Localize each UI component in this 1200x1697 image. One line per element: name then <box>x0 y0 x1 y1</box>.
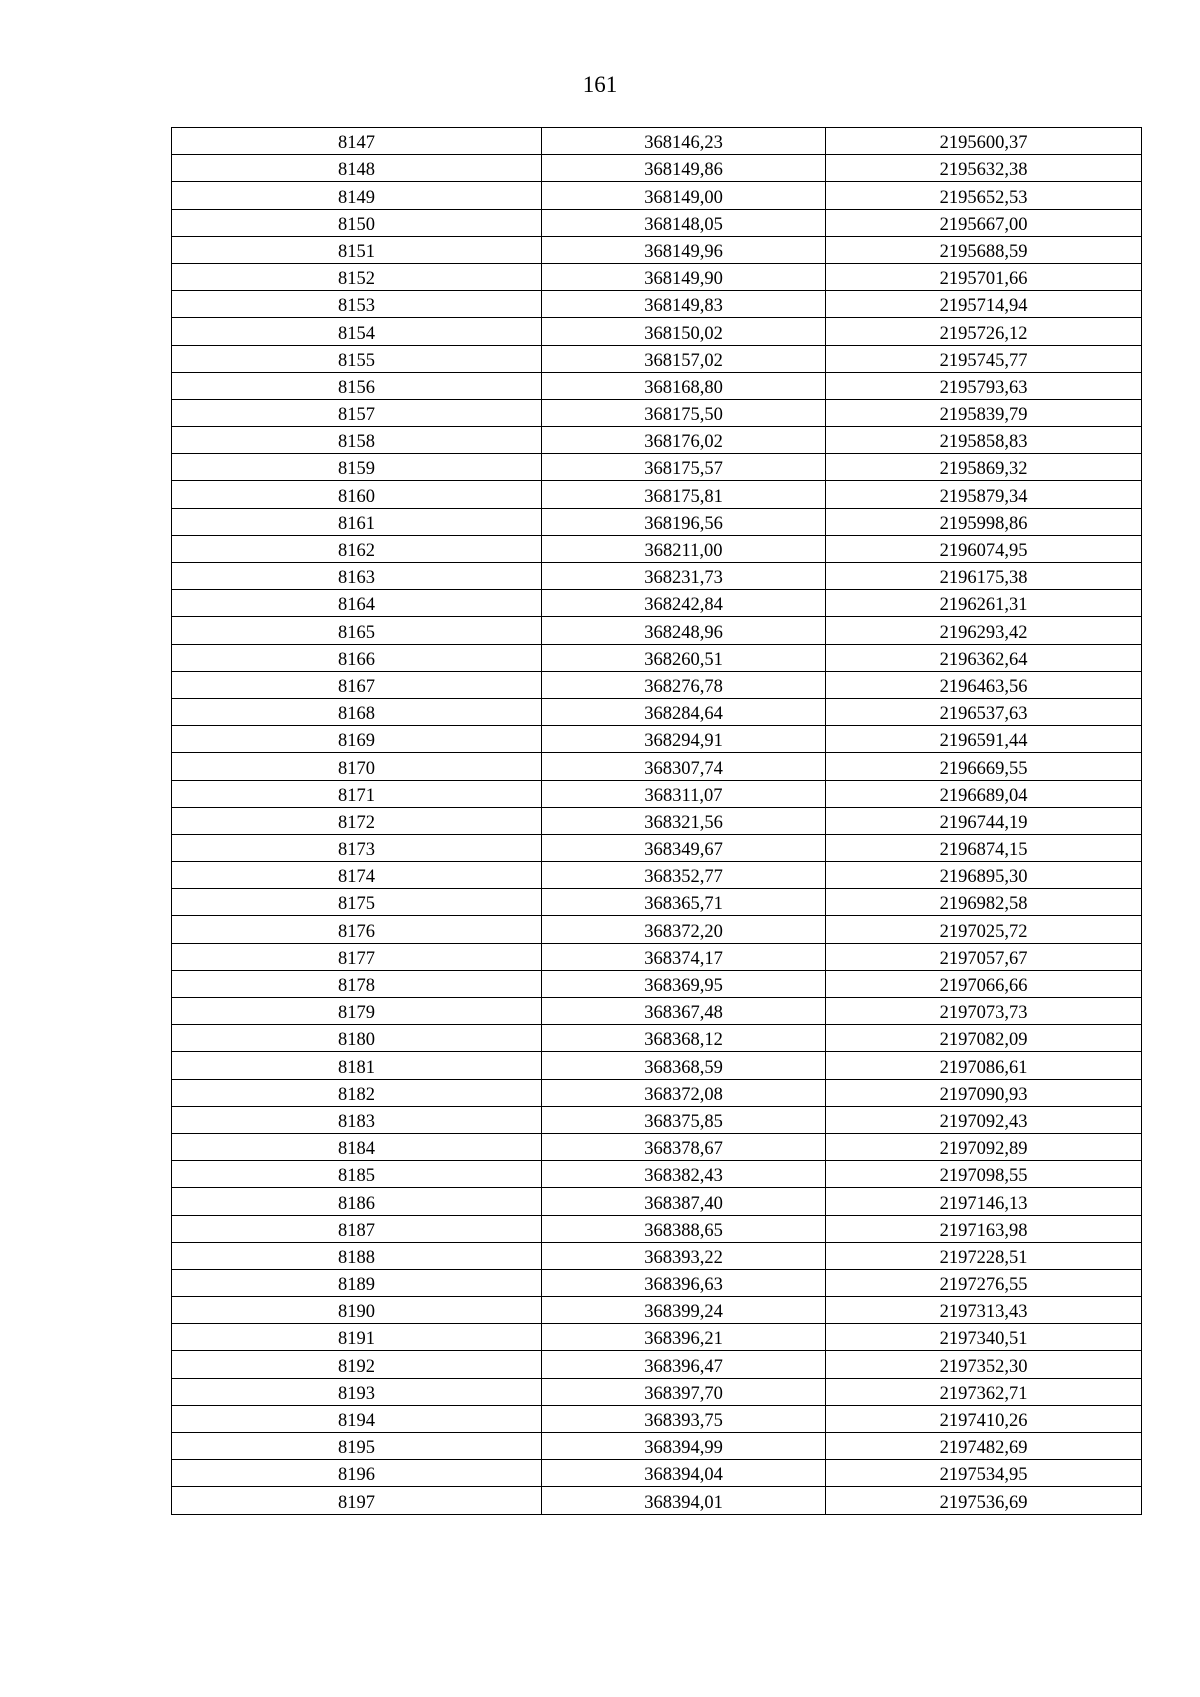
table-row <box>172 916 1142 943</box>
table-row <box>172 726 1142 753</box>
y-coordinate-cell: 2195652,53 <box>826 182 1142 209</box>
point-number-cell: 8184 <box>172 1133 542 1160</box>
x-coordinate-cell: 368175,57 <box>542 454 826 481</box>
y-coordinate-cell: 2197410,26 <box>826 1405 1142 1432</box>
point-number-cell: 8151 <box>172 236 542 263</box>
table-row <box>172 1025 1142 1052</box>
table-row <box>172 780 1142 807</box>
point-number-cell: 8178 <box>172 970 542 997</box>
table-row <box>172 617 1142 644</box>
point-number-cell: 8148 <box>172 155 542 182</box>
x-coordinate-cell: 368146,23 <box>542 128 826 155</box>
point-number-cell: 8152 <box>172 263 542 290</box>
x-coordinate-cell: 368369,95 <box>542 970 826 997</box>
point-number-cell: 8161 <box>172 508 542 535</box>
x-coordinate-cell: 368148,05 <box>542 209 826 236</box>
coordinates-table <box>171 127 1142 1515</box>
x-coordinate-cell: 368365,71 <box>542 889 826 916</box>
x-coordinate-cell: 368149,00 <box>542 182 826 209</box>
y-coordinate-cell: 2195600,37 <box>826 128 1142 155</box>
table-row <box>172 834 1142 861</box>
point-number-cell: 8182 <box>172 1079 542 1106</box>
y-coordinate-cell: 2197163,98 <box>826 1215 1142 1242</box>
y-coordinate-cell: 2197057,67 <box>826 943 1142 970</box>
point-number-cell: 8153 <box>172 291 542 318</box>
x-coordinate-cell: 368311,07 <box>542 780 826 807</box>
x-coordinate-cell: 368372,20 <box>542 916 826 943</box>
x-coordinate-cell: 368248,96 <box>542 617 826 644</box>
y-coordinate-cell: 2195839,79 <box>826 399 1142 426</box>
x-coordinate-cell: 368284,64 <box>542 698 826 725</box>
table-row <box>172 998 1142 1025</box>
y-coordinate-cell: 2195858,83 <box>826 427 1142 454</box>
point-number-cell: 8188 <box>172 1242 542 1269</box>
y-coordinate-cell: 2197066,66 <box>826 970 1142 997</box>
point-number-cell: 8172 <box>172 807 542 834</box>
point-number-cell: 8195 <box>172 1433 542 1460</box>
point-number-cell: 8193 <box>172 1378 542 1405</box>
x-coordinate-cell: 368382,43 <box>542 1161 826 1188</box>
table-row <box>172 155 1142 182</box>
table-row <box>172 263 1142 290</box>
table-row <box>172 1378 1142 1405</box>
y-coordinate-cell: 2197534,95 <box>826 1460 1142 1487</box>
table-row <box>172 1460 1142 1487</box>
y-coordinate-cell: 2197228,51 <box>826 1242 1142 1269</box>
x-coordinate-cell: 368396,63 <box>542 1269 826 1296</box>
y-coordinate-cell: 2196537,63 <box>826 698 1142 725</box>
y-coordinate-cell: 2195688,59 <box>826 236 1142 263</box>
point-number-cell: 8191 <box>172 1324 542 1351</box>
table-row <box>172 1106 1142 1133</box>
y-coordinate-cell: 2197352,30 <box>826 1351 1142 1378</box>
point-number-cell: 8170 <box>172 753 542 780</box>
point-number-cell: 8192 <box>172 1351 542 1378</box>
table-row <box>172 644 1142 671</box>
point-number-cell: 8196 <box>172 1460 542 1487</box>
x-coordinate-cell: 368294,91 <box>542 726 826 753</box>
table-row <box>172 671 1142 698</box>
table-row <box>172 1242 1142 1269</box>
point-number-cell: 8156 <box>172 372 542 399</box>
y-coordinate-cell: 2197340,51 <box>826 1324 1142 1351</box>
point-number-cell: 8175 <box>172 889 542 916</box>
table-row <box>172 182 1142 209</box>
table-row <box>172 1161 1142 1188</box>
table-row <box>172 1351 1142 1378</box>
x-coordinate-cell: 368396,21 <box>542 1324 826 1351</box>
table-row <box>172 318 1142 345</box>
x-coordinate-cell: 368157,02 <box>542 345 826 372</box>
y-coordinate-cell: 2196591,44 <box>826 726 1142 753</box>
table-row <box>172 1052 1142 1079</box>
x-coordinate-cell: 368368,12 <box>542 1025 826 1052</box>
point-number-cell: 8187 <box>172 1215 542 1242</box>
point-number-cell: 8159 <box>172 454 542 481</box>
point-number-cell: 8164 <box>172 590 542 617</box>
table-row <box>172 1324 1142 1351</box>
point-number-cell: 8173 <box>172 834 542 861</box>
x-coordinate-cell: 368393,22 <box>542 1242 826 1269</box>
point-number-cell: 8160 <box>172 481 542 508</box>
point-number-cell: 8176 <box>172 916 542 943</box>
table-row <box>172 1188 1142 1215</box>
x-coordinate-cell: 368176,02 <box>542 427 826 454</box>
x-coordinate-cell: 368149,83 <box>542 291 826 318</box>
point-number-cell: 8190 <box>172 1297 542 1324</box>
x-coordinate-cell: 368231,73 <box>542 563 826 590</box>
table-row <box>172 128 1142 155</box>
table-row <box>172 1215 1142 1242</box>
x-coordinate-cell: 368388,65 <box>542 1215 826 1242</box>
table-row <box>172 508 1142 535</box>
y-coordinate-cell: 2196895,30 <box>826 862 1142 889</box>
page-number: 161 <box>582 72 618 97</box>
y-coordinate-cell: 2197313,43 <box>826 1297 1142 1324</box>
point-number-cell: 8185 <box>172 1161 542 1188</box>
x-coordinate-cell: 368399,24 <box>542 1297 826 1324</box>
y-coordinate-cell: 2197482,69 <box>826 1433 1142 1460</box>
x-coordinate-cell: 368394,99 <box>542 1433 826 1460</box>
x-coordinate-cell: 368372,08 <box>542 1079 826 1106</box>
point-number-cell: 8181 <box>172 1052 542 1079</box>
point-number-cell: 8150 <box>172 209 542 236</box>
table-row <box>172 970 1142 997</box>
point-number-cell: 8167 <box>172 671 542 698</box>
point-number-cell: 8147 <box>172 128 542 155</box>
y-coordinate-cell: 2197090,93 <box>826 1079 1142 1106</box>
table-row <box>172 1133 1142 1160</box>
x-coordinate-cell: 368260,51 <box>542 644 826 671</box>
x-coordinate-cell: 368276,78 <box>542 671 826 698</box>
point-number-cell: 8177 <box>172 943 542 970</box>
point-number-cell: 8174 <box>172 862 542 889</box>
point-number-cell: 8157 <box>172 399 542 426</box>
x-coordinate-cell: 368307,74 <box>542 753 826 780</box>
x-coordinate-cell: 368393,75 <box>542 1405 826 1432</box>
y-coordinate-cell: 2195667,00 <box>826 209 1142 236</box>
y-coordinate-cell: 2195869,32 <box>826 454 1142 481</box>
y-coordinate-cell: 2196982,58 <box>826 889 1142 916</box>
table-row <box>172 372 1142 399</box>
point-number-cell: 8168 <box>172 698 542 725</box>
table-row <box>172 1433 1142 1460</box>
point-number-cell: 8163 <box>172 563 542 590</box>
table-row <box>172 698 1142 725</box>
y-coordinate-cell: 2197073,73 <box>826 998 1142 1025</box>
x-coordinate-cell: 368150,02 <box>542 318 826 345</box>
x-coordinate-cell: 368396,47 <box>542 1351 826 1378</box>
y-coordinate-cell: 2197098,55 <box>826 1161 1142 1188</box>
x-coordinate-cell: 368394,01 <box>542 1487 826 1514</box>
y-coordinate-cell: 2196261,31 <box>826 590 1142 617</box>
x-coordinate-cell: 368175,81 <box>542 481 826 508</box>
y-coordinate-cell: 2197086,61 <box>826 1052 1142 1079</box>
table-row <box>172 236 1142 263</box>
x-coordinate-cell: 368175,50 <box>542 399 826 426</box>
point-number-cell: 8183 <box>172 1106 542 1133</box>
y-coordinate-cell: 2195714,94 <box>826 291 1142 318</box>
table-row <box>172 535 1142 562</box>
y-coordinate-cell: 2195879,34 <box>826 481 1142 508</box>
x-coordinate-cell: 368149,86 <box>542 155 826 182</box>
y-coordinate-cell: 2195701,66 <box>826 263 1142 290</box>
x-coordinate-cell: 368211,00 <box>542 535 826 562</box>
y-coordinate-cell: 2197536,69 <box>826 1487 1142 1514</box>
y-coordinate-cell: 2196669,55 <box>826 753 1142 780</box>
y-coordinate-cell: 2195726,12 <box>826 318 1142 345</box>
y-coordinate-cell: 2197146,13 <box>826 1188 1142 1215</box>
table-row <box>172 563 1142 590</box>
point-number-cell: 8171 <box>172 780 542 807</box>
x-coordinate-cell: 368349,67 <box>542 834 826 861</box>
y-coordinate-cell: 2197276,55 <box>826 1269 1142 1296</box>
point-number-cell: 8189 <box>172 1269 542 1296</box>
table-row <box>172 427 1142 454</box>
table-row <box>172 889 1142 916</box>
y-coordinate-cell: 2196463,56 <box>826 671 1142 698</box>
x-coordinate-cell: 368394,04 <box>542 1460 826 1487</box>
x-coordinate-cell: 368387,40 <box>542 1188 826 1215</box>
table-row <box>172 1269 1142 1296</box>
table-row <box>172 454 1142 481</box>
point-number-cell: 8179 <box>172 998 542 1025</box>
table-row <box>172 345 1142 372</box>
y-coordinate-cell: 2195998,86 <box>826 508 1142 535</box>
point-number-cell: 8186 <box>172 1188 542 1215</box>
y-coordinate-cell: 2196689,04 <box>826 780 1142 807</box>
point-number-cell: 8169 <box>172 726 542 753</box>
x-coordinate-cell: 368196,56 <box>542 508 826 535</box>
y-coordinate-cell: 2195745,77 <box>826 345 1142 372</box>
point-number-cell: 8154 <box>172 318 542 345</box>
table-row <box>172 943 1142 970</box>
table-row <box>172 1297 1142 1324</box>
point-number-cell: 8155 <box>172 345 542 372</box>
x-coordinate-cell: 368321,56 <box>542 807 826 834</box>
y-coordinate-cell: 2196175,38 <box>826 563 1142 590</box>
table-row <box>172 1487 1142 1514</box>
point-number-cell: 8197 <box>172 1487 542 1514</box>
x-coordinate-cell: 368374,17 <box>542 943 826 970</box>
x-coordinate-cell: 368368,59 <box>542 1052 826 1079</box>
x-coordinate-cell: 368375,85 <box>542 1106 826 1133</box>
point-number-cell: 8162 <box>172 535 542 562</box>
y-coordinate-cell: 2196874,15 <box>826 834 1142 861</box>
table-row <box>172 291 1142 318</box>
table-row <box>172 862 1142 889</box>
table-row <box>172 399 1142 426</box>
table-row <box>172 1405 1142 1432</box>
point-number-cell: 8158 <box>172 427 542 454</box>
x-coordinate-cell: 368149,90 <box>542 263 826 290</box>
y-coordinate-cell: 2195632,38 <box>826 155 1142 182</box>
y-coordinate-cell: 2196362,64 <box>826 644 1142 671</box>
table-row <box>172 753 1142 780</box>
table-row <box>172 1079 1142 1106</box>
table-row <box>172 590 1142 617</box>
point-number-cell: 8149 <box>172 182 542 209</box>
y-coordinate-cell: 2196074,95 <box>826 535 1142 562</box>
x-coordinate-cell: 368352,77 <box>542 862 826 889</box>
table-row <box>172 807 1142 834</box>
x-coordinate-cell: 368149,96 <box>542 236 826 263</box>
y-coordinate-cell: 2195793,63 <box>826 372 1142 399</box>
y-coordinate-cell: 2197082,09 <box>826 1025 1142 1052</box>
table-row <box>172 209 1142 236</box>
point-number-cell: 8180 <box>172 1025 542 1052</box>
y-coordinate-cell: 2196744,19 <box>826 807 1142 834</box>
y-coordinate-cell: 2197092,43 <box>826 1106 1142 1133</box>
point-number-cell: 8166 <box>172 644 542 671</box>
point-number-cell: 8165 <box>172 617 542 644</box>
x-coordinate-cell: 368378,67 <box>542 1133 826 1160</box>
coordinates-table-body <box>172 128 1142 1515</box>
table-row <box>172 481 1142 508</box>
x-coordinate-cell: 368397,70 <box>542 1378 826 1405</box>
x-coordinate-cell: 368168,80 <box>542 372 826 399</box>
x-coordinate-cell: 368242,84 <box>542 590 826 617</box>
x-coordinate-cell: 368367,48 <box>542 998 826 1025</box>
y-coordinate-cell: 2197092,89 <box>826 1133 1142 1160</box>
y-coordinate-cell: 2197025,72 <box>826 916 1142 943</box>
y-coordinate-cell: 2196293,42 <box>826 617 1142 644</box>
point-number-cell: 8194 <box>172 1405 542 1432</box>
y-coordinate-cell: 2197362,71 <box>826 1378 1142 1405</box>
